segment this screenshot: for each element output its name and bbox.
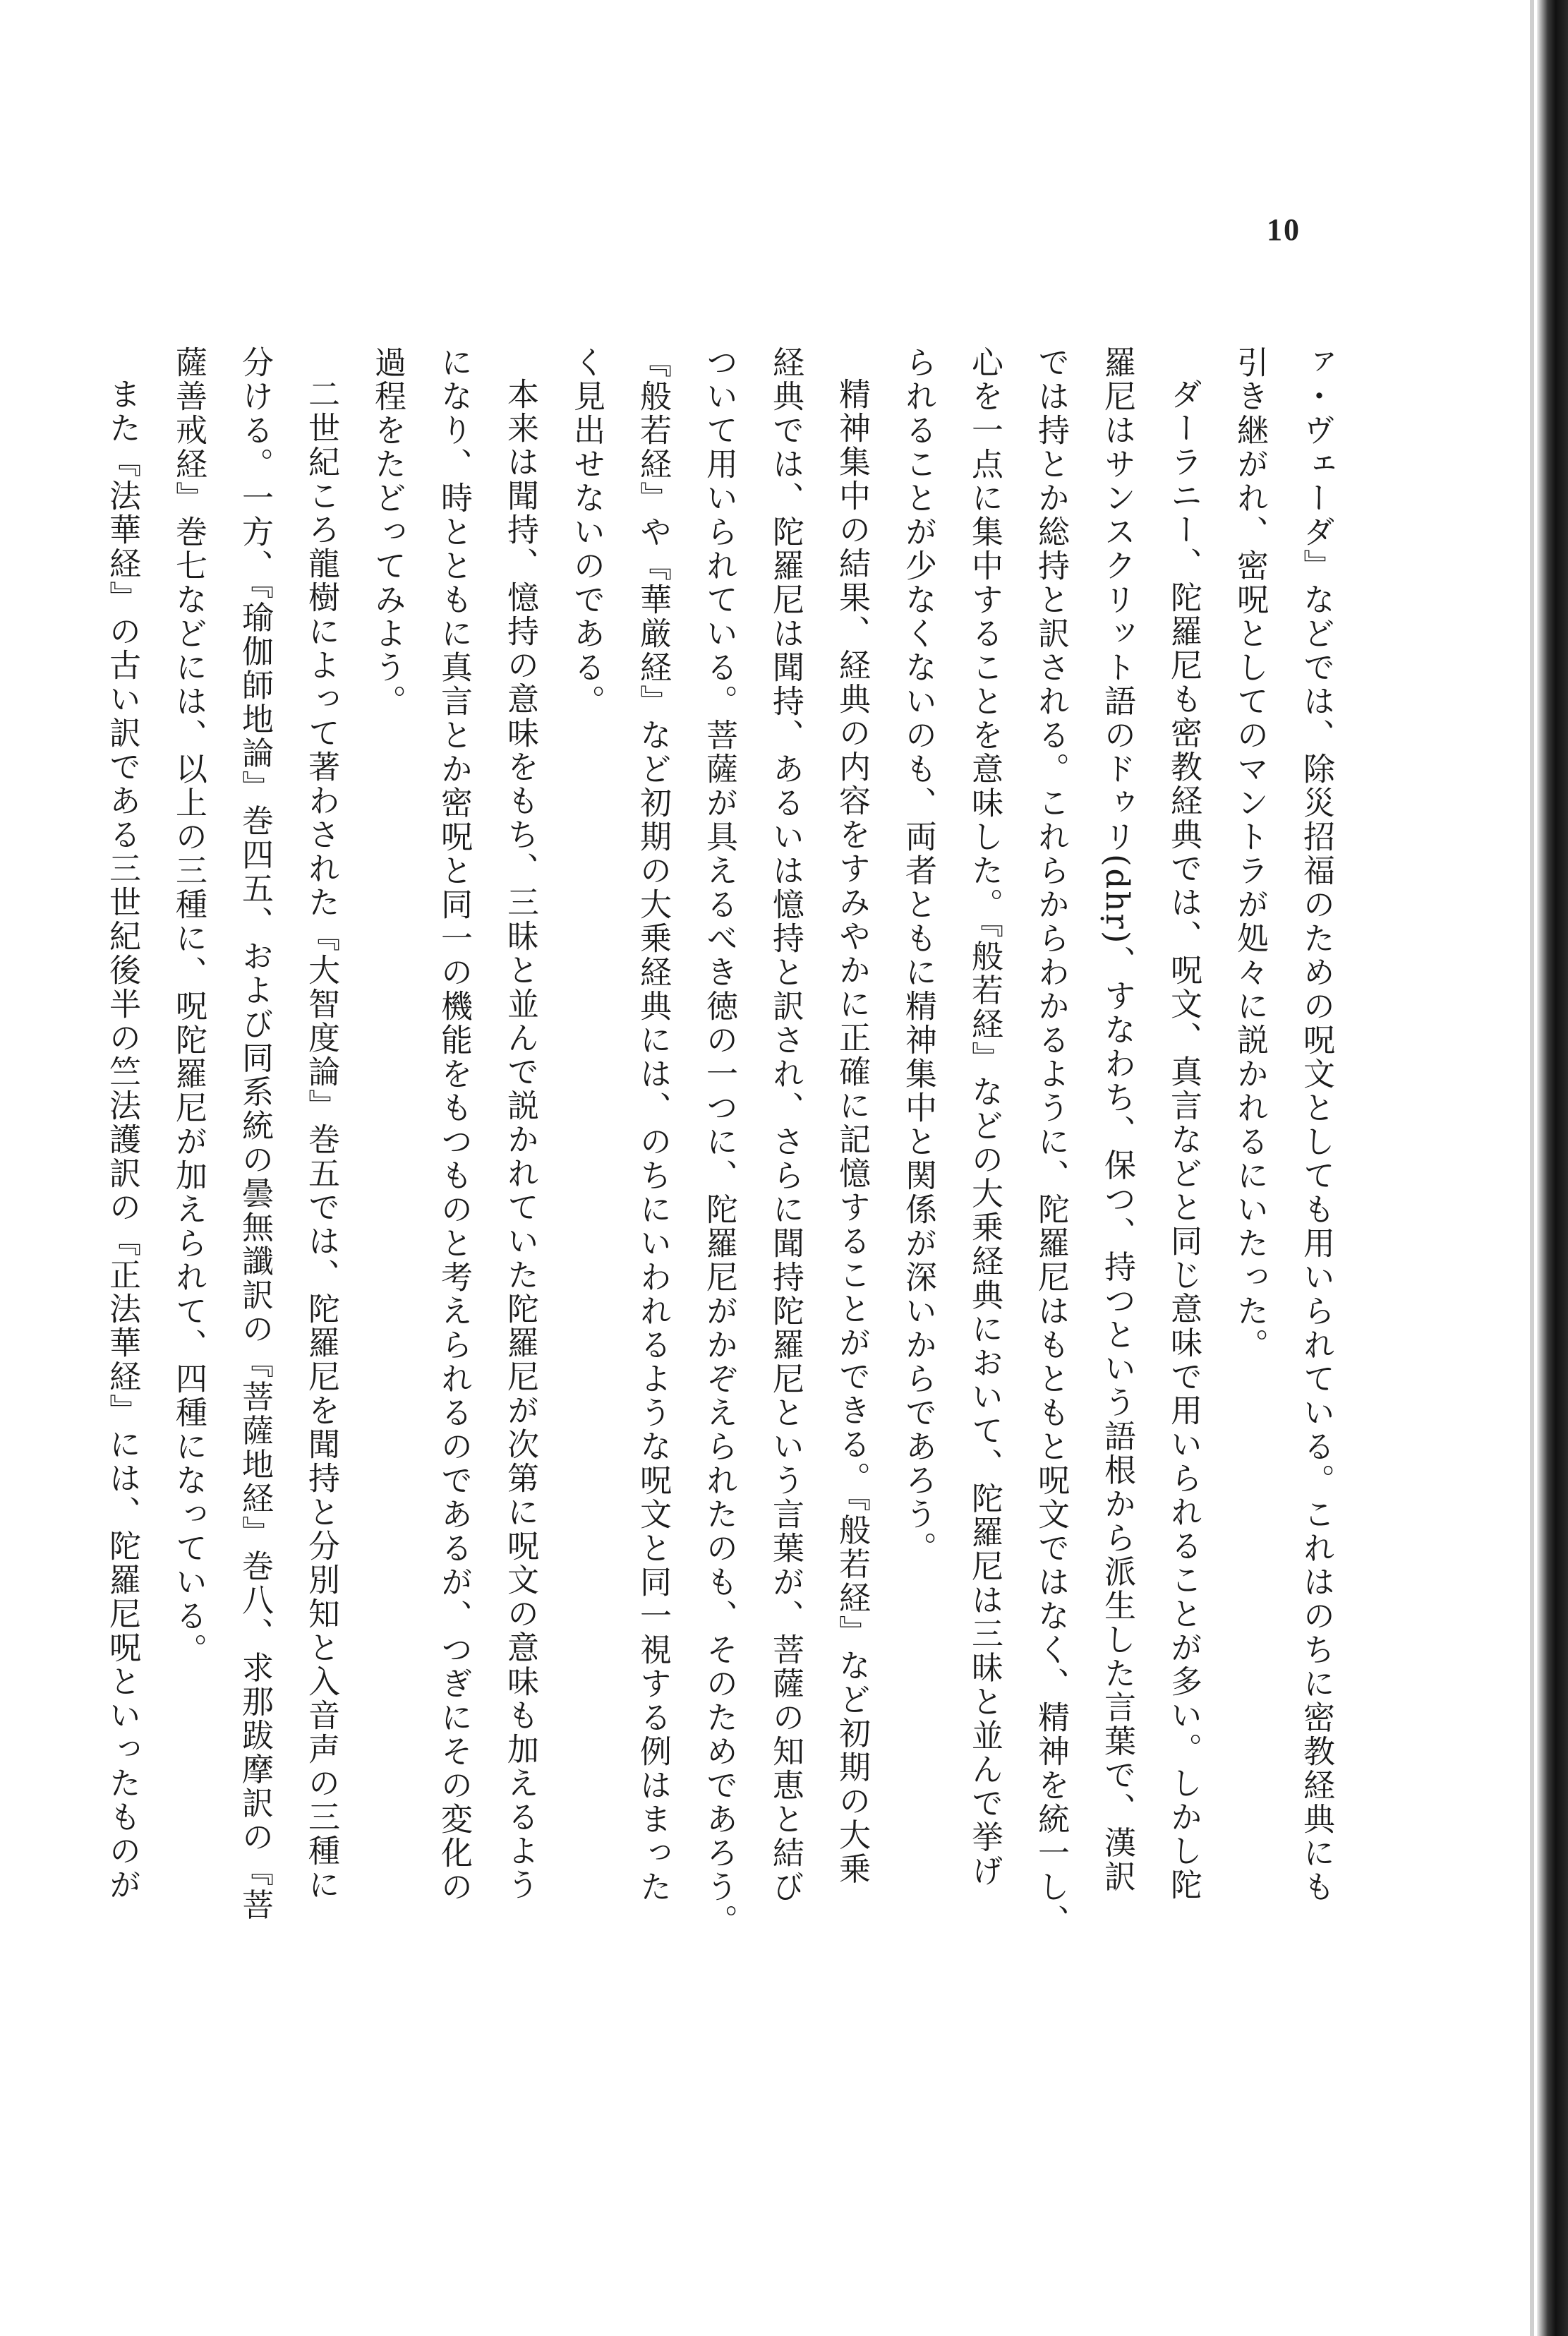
scan-edge-shadow	[1537, 0, 1568, 2336]
page-number: 10	[1267, 212, 1301, 247]
paragraph-3: 精神集中の結果、経典の内容をすみやかに正確に記憶することができる。『般若経』など初期の大乗 経典では、陀羅尼は聞持、あるいは憶持と訳され、さらに聞持陀羅尼という言葉が、菩薩の知恵と結び ついて用いられている。菩薩が具えるべき徳の一つに、陀羅尼がかぞえられたのも、そのためであろう。 『般若経』や『華厳経』など初期の大乗経典には、のちにいわれるような呪文と同一視する例はまった く見出せないのである。	[568, 346, 871, 1938]
body-text	[104, 346, 1349, 1983]
paragraph-1: ァ・ヴェーダ』などでは、除災招福のための呪文としても用いられている。これはのちに密教経典にも 引き継がれ、密呪としてのマントラが処々に説かれるにいたった。	[1231, 346, 1335, 1904]
paragraph-5: 二世紀ころ龍樹によって著わされた『大智度論』巻五では、陀羅尼を聞持と分別知と入音声の三種に 分ける。一方、『瑜伽師地論』巻四五、および同系統の曇無讖訳の『菩薩地経』巻八、求那跋摩訳の『菩 薩善戒経』巻七などには、以上の三種に、呪陀羅尼が加えられて、四種になっている。	[170, 346, 340, 1922]
paragraph-6: また『法華経』の古い訳である三世紀後半の竺法護訳の『正法華経』には、陀羅尼呪といったものが	[104, 378, 141, 1902]
paragraph-2: ダーラニー、陀羅尼も密教経典では、呪文、真言などと同じ意味で用いられることが多い。しかし陀 羅尼はサンスクリット語のドゥリ(dhṛ)、すなわち、保つ、持つという語根から派生した言葉で、漢訳 では持とか総持と訳される。これらからわかるように、陀羅尼はもともと呪文ではなく、精神を統一し、 心を一点に集中することを意味した。『般若経』などの大乗経典において、陀羅尼は三昧と並んで挙げ られることが少なくないのも、両者ともに精神集中と関係が深いからであろう。	[900, 346, 1202, 1938]
paragraph-4: 本来は聞持、憶持の意味をもち、三昧と並んで説かれていた陀羅尼が次第に呪文の意味も加えるよう になり、時とともに真言とか密呪と同一の機能をもつものと考えられるのであるが、つぎにその変化の 過程をたどってみよう。	[369, 346, 539, 1904]
